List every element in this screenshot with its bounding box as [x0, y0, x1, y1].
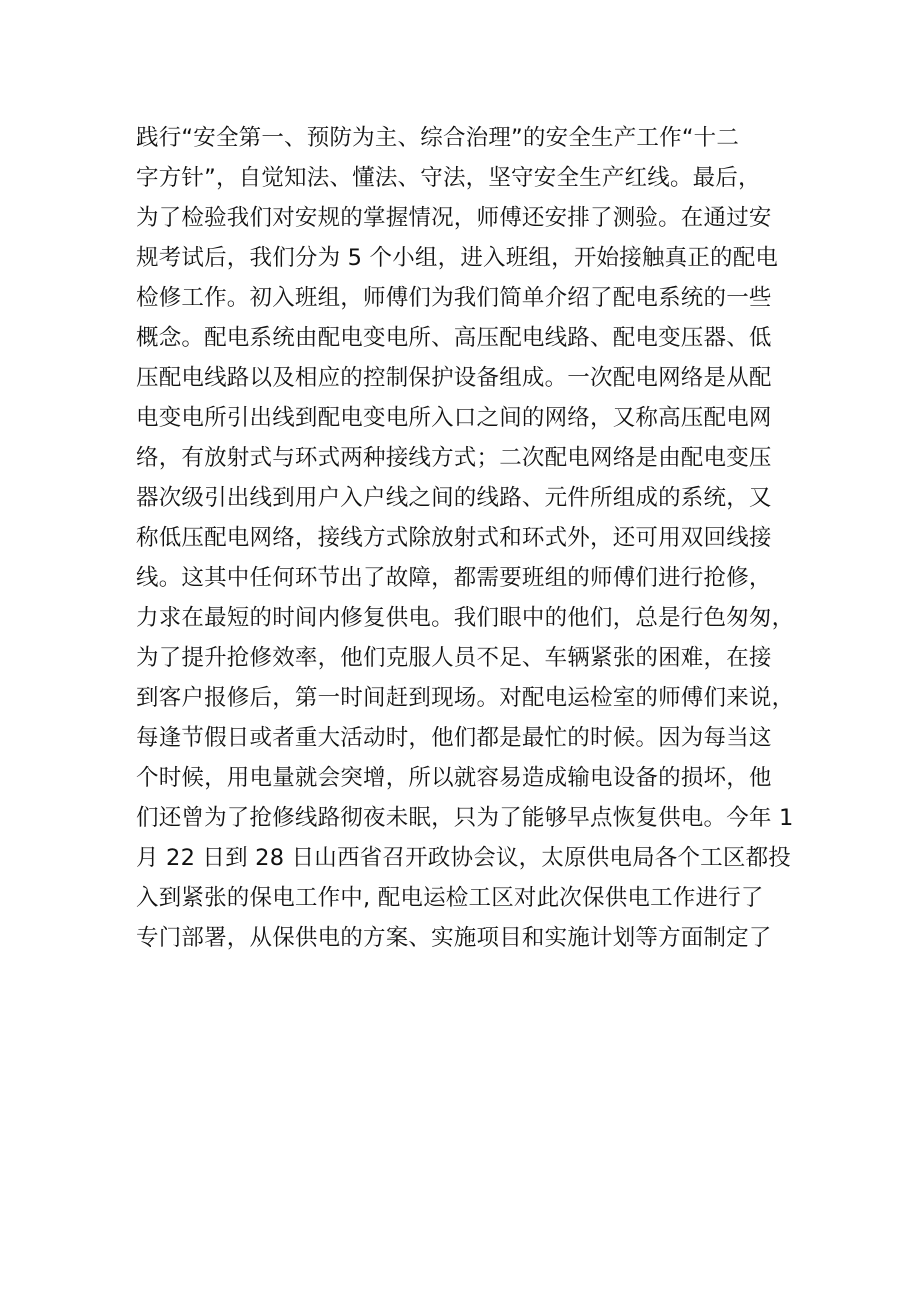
text-line: 为了提升抢修效率，他们克服人员不足、车辆紧张的困难，在接 — [136, 645, 772, 671]
text-line: 践行“安全第一、预防为主、综合治理”的安全生产工作“十二 — [136, 125, 740, 151]
text-line: 规考试后，我们分为 5 个小组，进入班组，开始接触真正的配电 — [136, 245, 779, 271]
text-line: 入到紧张的保电工作中, 配电运检工区对此次保供电工作进行了 — [136, 885, 764, 911]
text-line: 压配电线路以及相应的控制保护设备组成。一次配电网络是从配 — [136, 365, 772, 391]
text-line: 器次级引出线到用户入户线之间的线路、元件所组成的系统，又 — [136, 485, 772, 511]
text-line: 为了检验我们对安规的掌握情况，师傅还安排了测验。在通过安 — [136, 205, 772, 231]
text-line: 络，有放射式与环式两种接线方式；二次配电网络是由配电变压 — [136, 445, 772, 471]
text-line: 字方针”，自觉知法、懂法、守法，坚守安全生产红线。最后， — [136, 165, 761, 191]
text-line: 月 22 日到 28 日山西省召开政协会议，太原供电局各个工区都投 — [136, 845, 791, 871]
text-line: 电变电所引出线到配电变电所入口之间的网络，又称高压配电网 — [136, 405, 772, 431]
text-line: 检修工作。初入班组，师傅们为我们简单介绍了配电系统的一些 — [136, 285, 772, 311]
text-line: 专门部署，从保供电的方案、实施项目和实施计划等方面制定了 — [136, 925, 772, 951]
text-line: 到客户报修后，第一时间赶到现场。对配电运检室的师傅们来说， — [136, 685, 795, 711]
text-line: 个时候，用电量就会突增，所以就容易造成输电设备的损坏，他 — [136, 765, 772, 791]
text-line: 称低压配电网络，接线方式除放射式和环式外，还可用双回线接 — [136, 525, 772, 551]
text-line: 每逢节假日或者重大活动时，他们都是最忙的时候。因为每当这 — [136, 725, 772, 751]
body-text — [136, 118, 816, 958]
text-line: 们还曾为了抢修线路彻夜未眠，只为了能够早点恢复供电。今年 1 — [136, 805, 794, 831]
text-line: 概念。配电系统由配电变电所、高压配电线路、配电变压器、低 — [136, 325, 772, 351]
text-line: 力求在最短的时间内修复供电。我们眼中的他们，总是行色匆匆， — [136, 605, 795, 631]
text-line: 线。这其中任何环节出了故障，都需要班组的师傅们进行抢修， — [136, 565, 772, 591]
